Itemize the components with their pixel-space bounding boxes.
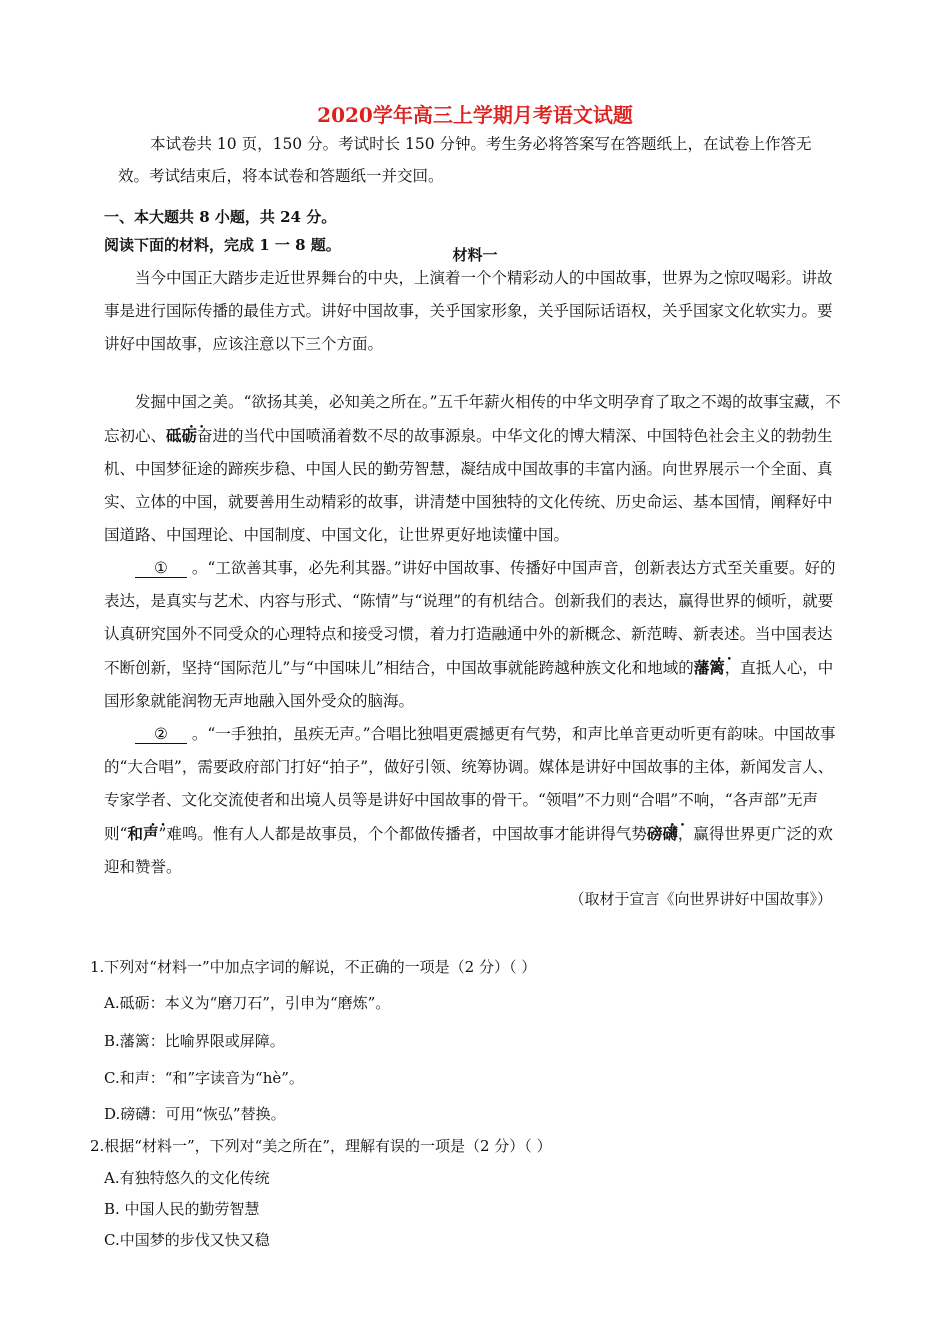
question-2-stem: 2.根据“材料一”，下列对“美之所在”，理解有误的一项是（2 分）（ ）	[90, 1137, 552, 1155]
paragraph-text	[104, 552, 844, 718]
material-paragraph-1	[104, 262, 844, 361]
question-1-option-d: D.磅礴：可用“恢弘”替换。	[104, 1105, 286, 1123]
paragraph-segment: 发掘中国之美。“欲扬其美，必知美之所在。”五千年薪火相传的中华文明孕育了取之不竭的故事宝藏，不忘初心、	[104, 393, 841, 445]
material-title: 材料一	[452, 246, 498, 264]
intro-line-2: 效。考试结束后，将本试卷和答题纸一并交回。	[118, 167, 444, 185]
dotted-word-dili: • • 砥砺	[166, 426, 197, 445]
question-1-option-c: C.和声：“和”字读音为“hè”。	[104, 1069, 304, 1087]
question-1-option-a: A.砥砺：本义为“磨刀石”，引申为“磨炼”。	[104, 994, 391, 1012]
dotted-word-fanli: • • 藩篱	[694, 658, 725, 677]
material-source: （取材于宣言《向世界讲好中国故事》）	[569, 890, 832, 908]
page-title: 2020学年高三上学期月考语文试题	[317, 103, 633, 127]
paragraph-segment: 奋进的当代中国喷涌着数不尽的故事源泉。中华文化的博大精深、中国特色社会主义的勃勃生机、中国梦征途的蹄疾步稳、中国人民的勤劳智慧，凝结成中国故事的丰富内涵。向世界展示一个全面、真实、立体的中国，就要善用生动精彩的故事，讲清楚中国独特的文化传统、历史命运、基本国情，阐释好中国道路、中国理论、中国制度、中国文化，让世界更好地读懂中国。	[104, 427, 833, 544]
paragraph-text: 当今中国正大踏步走近世界舞台的中央，上演着一个个精彩动人的中国故事，世界为之惊叹喝彩。讲故事是进行国际传播的最佳方式。讲好中国故事，关乎国家形象，关乎国际话语权，关乎国家文化软实力。要讲好中国故事，应该注意以下三个方面。	[104, 269, 833, 353]
paragraph-segment: ，赢得世界更广泛的欢迎和赞誉。	[104, 825, 833, 876]
question-1-stem: 1.下列对“材料一”中加点字词的解说，不正确的一项是（2 分）（ ）	[90, 958, 537, 976]
dotted-word-hesheng: • • 和声	[127, 824, 158, 843]
material-paragraph-2	[104, 386, 844, 552]
material-paragraph-3	[104, 552, 844, 718]
paragraph-text	[104, 718, 844, 884]
question-2-option-c: C.中国梦的步伐又快又稳	[104, 1231, 270, 1249]
paragraph-segment: ”难鸣。惟有人人都是故事员，个个都做传播者，中国故事才能讲得气势	[158, 825, 647, 843]
dotted-word-pangbo: • • 磅礴	[647, 824, 678, 843]
question-2-option-b: B. 中国人民的勤劳智慧	[104, 1200, 260, 1218]
section-heading: 一、本大题共 8 小题，共 24 分。	[104, 208, 337, 226]
section-instruction: 阅读下面的材料，完成 1 一 8 题。	[104, 236, 341, 254]
question-2-option-a: A.有独特悠久的文化传统	[104, 1169, 270, 1187]
blank-1: ①	[135, 559, 187, 578]
question-1-option-b: B.藩篱：比喻界限或屏障。	[104, 1032, 285, 1050]
paragraph-segment: 。“一手独拍，虽疾无声。”合唱比独唱更震撼更有气势，和声比单音更动听更有韵味。中国故事的“大合唱”，需要政府部门打好“拍子”，做好引领、统筹协调。媒体是讲好中国故事的主体，新闻发言人、专家学者、文化交流使者和出境人员等是讲好中国故事的骨干。“领唱”不力则“合唱”不响，“各声部”无声则“	[104, 725, 836, 843]
material-paragraph-4	[104, 718, 844, 884]
blank-2: ②	[135, 725, 187, 744]
paragraph-text	[104, 386, 844, 552]
intro-line-1: 本试卷共 10 页，150 分。考试时长 150 分钟。考生务必将答案写在答题纸上，在试卷上作答无	[150, 135, 812, 153]
paragraph-segment: ，直抵人心，中国形象就能润物无声地融入国外受众的脑海。	[104, 659, 834, 710]
paragraph-segment: 。“工欲善其事，必先利其器。”讲好中国故事、传播好中国声音，创新表达方式至关重要。好的表达，是真实与艺术、内容与形式、“陈情”与“说理”的有机结合。创新我们的表达，赢得世界的倾听，就要认真研究国外不同受众的心理特点和接受习惯，着力打造融通中外的新概念、新范畴、新表述。当中国表达不断创新，坚持“国际范儿”与“中国味儿”相结合，中国故事就能跨越种族文化和地域的	[104, 559, 836, 677]
